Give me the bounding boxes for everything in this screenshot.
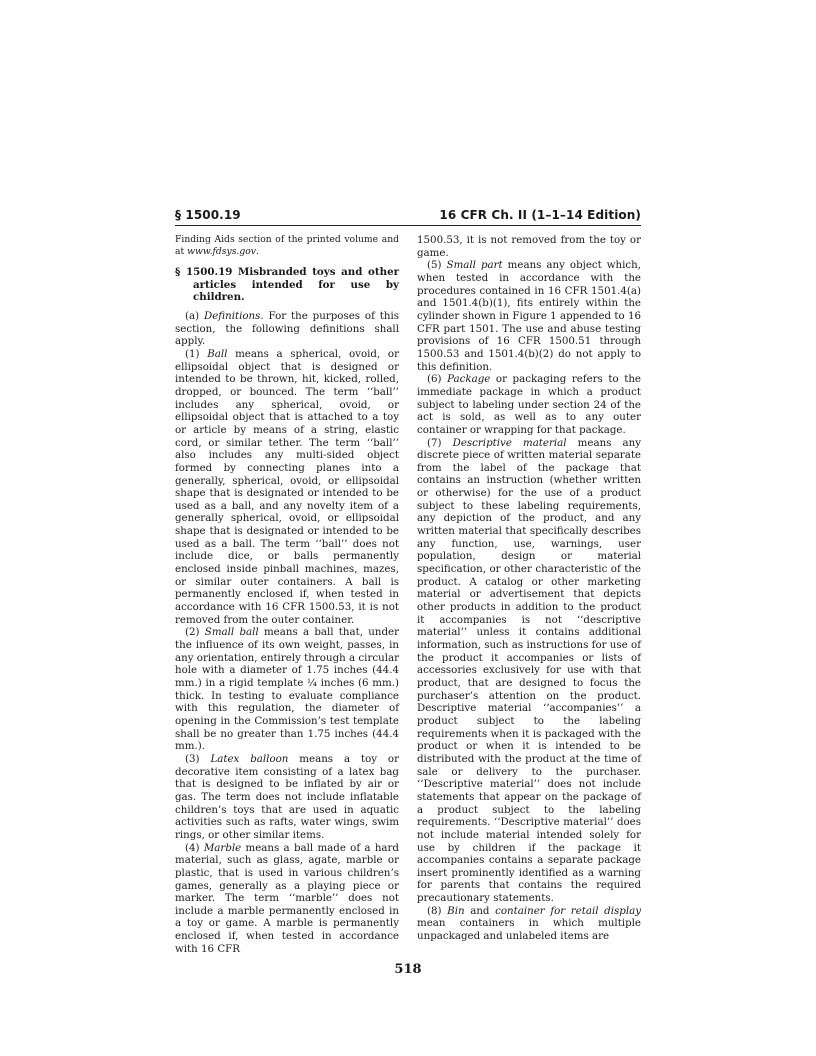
paragraph-3-latex-balloon: (3) Latex balloon means a toy or decorative item consisting of a latex bag that is designed to be inflated by air or gas. The term does not include inflatable children’s toys that are used in aquatic activities such as rafts, water wings, swim rings, or other similar items. <box>175 752 399 841</box>
section-title: Misbranded toys and other articles intended for use by children. <box>193 266 399 304</box>
continued-paragraph: 1500.53, it is not removed from the toy or game. <box>417 234 641 259</box>
paragraph-4-marble: (4) Marble means a ball made of a hard material, such as glass, agate, marble or plastic, that is used in various children’s games, generally as a playing piece or marker. The term ‘‘marble’’ does not include a marble permanently enclosed in a toy or game. A marble is permanently enclosed if, when tested in accordance with 16 CFR <box>175 841 399 955</box>
paragraph-1-ball: (1) Ball means a spherical, ovoid, or ellipsoidal object that is designed or intended to be thrown, hit, kicked, rolled, dropped, or bounced. The term ‘‘ball’’ includes any spherical, ovoid, or ellipsoidal object that is attached to a toy or article by means of a string, elastic cord, or similar tether. The term ‘‘ball’’ also includes any multi-sided object formed by connecting planes into a generally, spherical, ovoid, or ellipsoidal shape that is designated or intended to be used as a ball, and any novelty item of a generally spherical, ovoid, or ellipsoidal shape that is designated or intended to be used as a ball. The term ‘‘ball’’ does not include dice, or balls permanently enclosed inside pinball machines, mazes, or similar outer containers. A ball is permanently enclosed if, when tested in accordance with 16 CFR 1500.53, it is not removed from the outer container. <box>175 347 399 626</box>
section-heading: § 1500.19 Misbranded toys and other articles intended for use by children. <box>175 266 399 304</box>
header-rule <box>175 225 641 226</box>
intro-paragraph: Finding Aids section of the printed volume and at www.fdsys.gov. <box>175 234 399 257</box>
left-column <box>175 234 399 955</box>
paragraph-7-descriptive-material: (7) Descriptive material means any discrete piece of written material separate from the label of the package that contains an instruction (whether written or otherwise) for the use of a product subject to these labeling requirements, any depiction of the product, and any written material that specifically describes any function, use, warnings, user population, design or material specification, or other characteristic of the product. A catalog or other marketing material or advertisement that depicts other products in addition to the product it accompanies is not ‘‘descriptive material’’ unless it contains additional information, such as instructions for use of the product it accompanies or lists of accessories exclusively for use with that product, that are designed to focus the purchaser’s attention on the product. Descriptive material ‘‘accompanies’’ a product subject to the labeling requirements when it is packaged with the product or when it is intended to be distributed with the product at the time of sale or delivery to the purchaser. ‘‘Descriptive material’’ does not include statements that appear on the package of a product subject to the labeling requirements. ‘‘Descriptive material’’ does not include material intended solely for use by children if the package it accompanies contains a separate package insert prominently identified as a warning for parents that contains the required precautionary statements. <box>417 436 642 905</box>
running-header-title: 16 CFR Ch. II (1–1–14 Edition) <box>439 208 641 222</box>
page-number: 518 <box>394 962 422 977</box>
paragraph-2-small-ball: (2) Small ball means a ball that, under the influence of its own weight, passes, in any orientation, entirely through a circular hole with a diameter of 1.75 inches (44.4 mm.) in a rigid template ¼ inches (6 mm.) thick. In testing to evaluate compliance with this regulation, the diameter of opening in the Commission’s test template shall be no greater than 1.75 inches (44.4 mm.). <box>175 626 399 753</box>
paragraph-6-package: (6) Package or packaging refers to the immediate package in which a product subject to labeling under section 24 of the act is sold, as well as to any outer container or wrapping for that package. <box>417 373 641 436</box>
paragraph-8-bin: (8) Bin and container for retail display mean containers in which multiple unpackaged and unlabeled items are <box>417 904 642 943</box>
right-column <box>417 234 641 943</box>
paragraph-5-small-part: (5) Small part means any object which, when tested in accordance with the procedures contained in 16 CFR 1501.4(a) and 1501.4(b)(1), fits entirely within the cylinder shown in Figure 1 appended to 16 CFR part 1501. The use and abuse testing provisions of 16 CFR 1500.51 through 1500.53 and 1501.4(b)(2) do not apply to this definition. <box>417 259 642 373</box>
fdsys-link[interactable]: www.fdsys.gov <box>187 245 256 257</box>
running-header-section: § 1500.19 <box>175 208 241 222</box>
paragraph-a: (a) Definitions. For the purposes of this section, the following definitions shall apply. <box>175 309 400 348</box>
